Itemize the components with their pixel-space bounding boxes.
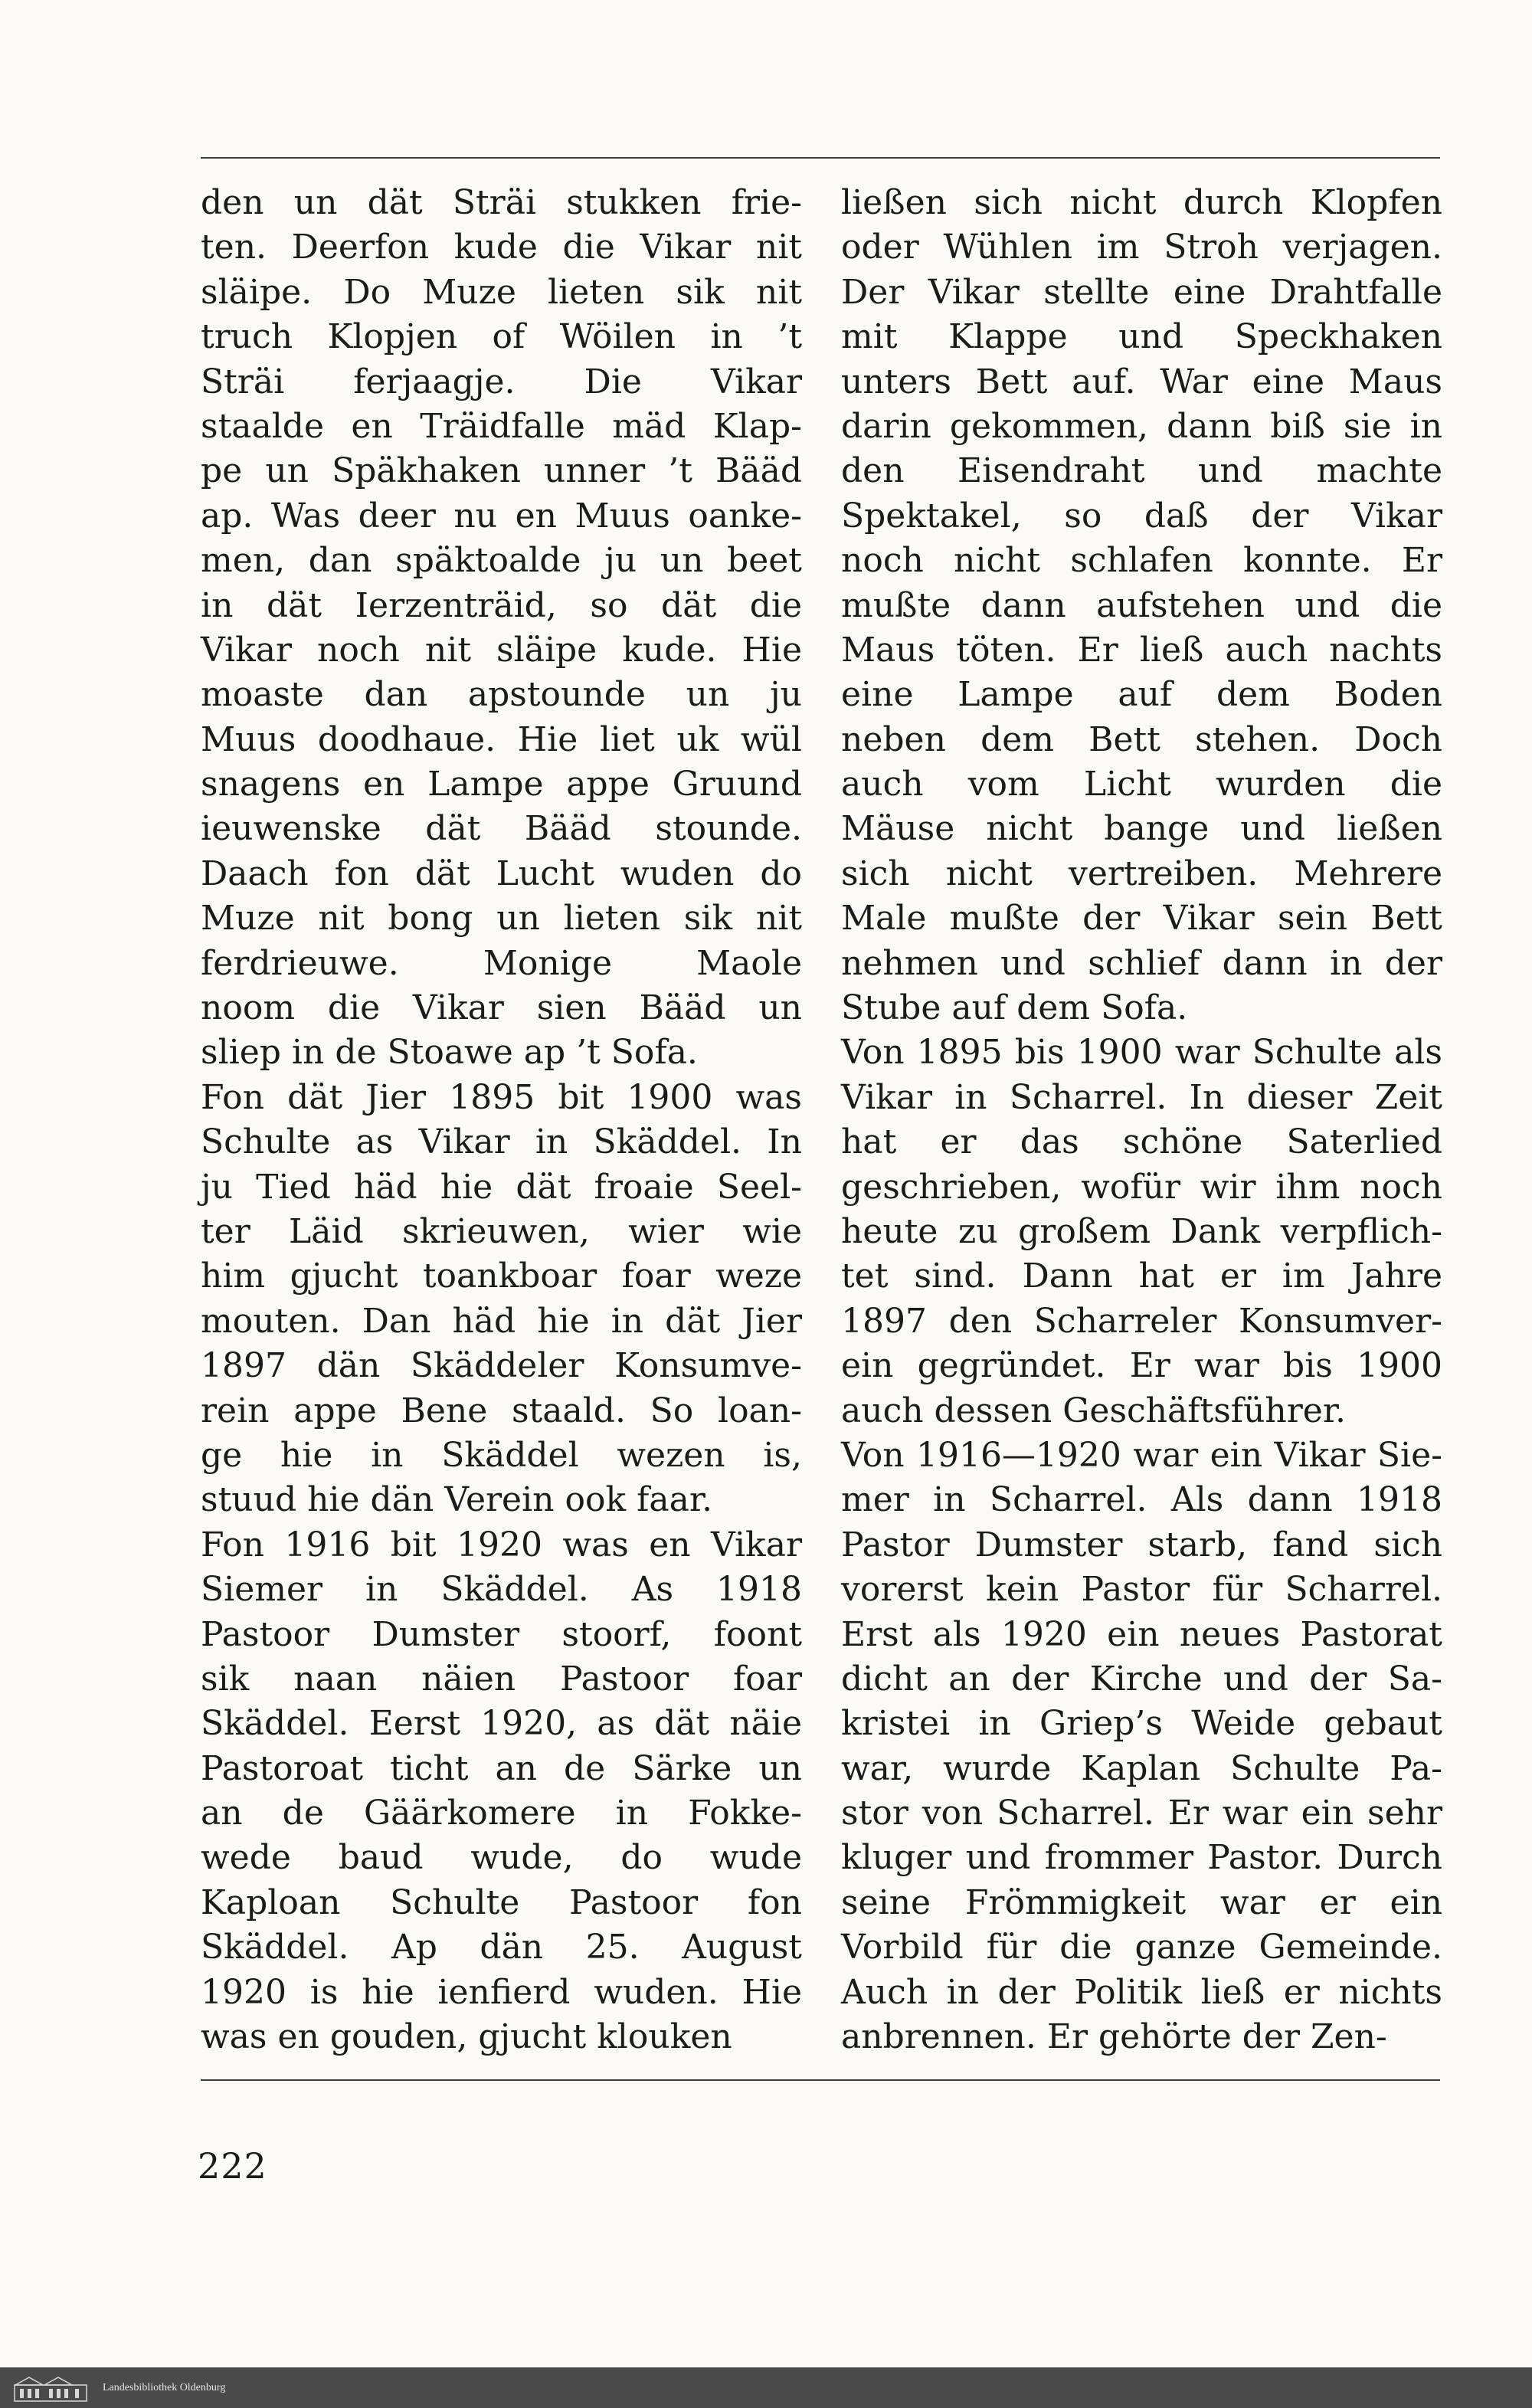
- text-line: sik naan näien Pastoor foar: [201, 1659, 802, 1699]
- text-line: kristei in Griep’s Weide gebaut: [841, 1704, 1442, 1744]
- footer-bar: [0, 2367, 1532, 2408]
- text-line: ju Tied häd hie dät froaie Seel-: [201, 1167, 802, 1207]
- text-line: 1897 dän Skäddeler Konsumve-: [201, 1346, 802, 1386]
- text-line: ter Läid skrieuwen, wier wie: [201, 1211, 802, 1251]
- text-line: snagens en Lampe appe Gruund: [201, 765, 802, 804]
- text-line: Von 1895 bis 1900 war Schulte als: [841, 1033, 1442, 1073]
- text-line: noom die Vikar sien Bääd un: [201, 988, 802, 1028]
- text-line: ap. Was deer nu en Muus oanke-: [201, 496, 802, 536]
- text-line: nehmen und schlief dann in der: [841, 943, 1442, 983]
- text-line: sich nicht vertreiben. Mehrere: [841, 853, 1442, 893]
- text-line: noch nicht schlafen konnte. Er: [841, 541, 1442, 581]
- text-line: ferdrieuwe. Monige Maole: [201, 943, 802, 983]
- text-line: auch vom Licht wurden die: [841, 765, 1442, 804]
- text-line: Vorbild für die ganze Gemeinde.: [841, 1928, 1442, 1967]
- text-line: wede baud wude, do wude: [201, 1838, 802, 1878]
- text-line: Von 1916—1920 war ein Vikar Sie-: [841, 1435, 1442, 1475]
- text-line: Male mußte der Vikar sein Bett: [841, 899, 1442, 939]
- text-line: pe un Späkhaken unner ’t Bääd: [201, 451, 802, 491]
- text-line: Skäddel. Ap dän 25. August: [201, 1928, 802, 1967]
- text-line: ein gegründet. Er war bis 1900: [841, 1346, 1442, 1386]
- text-line: hat er das schöne Saterlied: [841, 1122, 1442, 1162]
- text-line: mer in Scharrel. Als dann 1918: [841, 1480, 1442, 1520]
- text-line: Daach fon dät Lucht wuden do: [201, 853, 802, 893]
- text-line: 1897 den Scharreler Konsumver-: [841, 1301, 1442, 1341]
- text-line: Muze nit bong un lieten sik nit: [201, 899, 802, 939]
- text-line: auch dessen Geschäftsführer.: [841, 1391, 1347, 1430]
- text-line: ge hie in Skäddel wezen is,: [201, 1435, 802, 1475]
- text-line: mouten. Dan häd hie in dät Jier: [201, 1301, 802, 1341]
- text-line: men, dan späktoalde ju un beet: [201, 541, 802, 581]
- text-line: den Eisendraht und machte: [841, 451, 1442, 491]
- text-line: Auch in der Politik ließ er nichts: [841, 1972, 1442, 2012]
- text-line: staalde en Träidfalle mäd Klap-: [201, 406, 802, 446]
- text-line: mit Klappe und Speckhaken: [841, 317, 1442, 357]
- text-line: Schulte as Vikar in Skäddel. In: [201, 1122, 802, 1162]
- top-rule: [201, 157, 1440, 159]
- text-line: Spektakel, so daß der Vikar: [841, 496, 1442, 536]
- page-number: 222: [198, 2145, 267, 2187]
- text-line: unters Bett auf. War eine Maus: [841, 362, 1442, 401]
- bottom-rule: [201, 2079, 1440, 2081]
- text-line: 1920 is hie ienfierd wuden. Hie: [201, 1972, 802, 2012]
- text-line: släipe. Do Muze lieten sik nit: [201, 272, 802, 312]
- text-line: stor von Scharrel. Er war ein sehr: [841, 1794, 1442, 1833]
- text-line: was en gouden, gjucht klouken: [201, 2017, 732, 2057]
- text-line: moaste dan apstounde un ju: [201, 675, 802, 715]
- text-line: in dät Ierzenträid, so dät die: [201, 585, 802, 625]
- text-line: kluger und frommer Pastor. Durch: [841, 1838, 1442, 1878]
- text-line: Der Vikar stellte eine Drahtfalle: [841, 272, 1442, 312]
- text-line: heute zu großem Dank verpflich-: [841, 1211, 1442, 1251]
- text-line: Muus doodhaue. Hie liet uk wül: [201, 719, 802, 759]
- text-line: Stube auf dem Sofa.: [841, 988, 1188, 1028]
- text-line: ten. Deerfon kude die Vikar nit: [201, 228, 802, 267]
- text-line: war, wurde Kaplan Schulte Pa-: [841, 1748, 1442, 1788]
- text-line: mußte dann aufstehen und die: [841, 585, 1442, 625]
- text-line: anbrennen. Er gehörte der Zen-: [841, 2017, 1387, 2057]
- text-line: Skäddel. Eerst 1920, as dät näie: [201, 1704, 802, 1744]
- left-column-frisian: [201, 181, 802, 2059]
- text-line: ieuwenske dät Bääd stounde.: [201, 809, 802, 849]
- text-line: den un dät Sträi stukken frie-: [201, 183, 802, 222]
- text-line: Erst als 1920 ein neues Pastorat: [841, 1614, 1442, 1654]
- text-line: neben dem Bett stehen. Doch: [841, 719, 1442, 759]
- text-line: sliep in de Stoawe ap ’t Sofa.: [201, 1033, 698, 1073]
- text-line: rein appe Bene staald. So loan-: [201, 1391, 802, 1430]
- text-line: Pastoroat ticht an de Särke un: [201, 1748, 802, 1788]
- text-line: Vikar noch nit släipe kude. Hie: [201, 630, 802, 670]
- text-line: truch Klopjen of Wöilen in ’t: [201, 317, 802, 357]
- text-line: Pastoor Dumster stoorf, foont: [201, 1614, 802, 1654]
- text-line: Sträi ferjaagje. Die Vikar: [201, 362, 802, 401]
- text-line: Kaploan Schulte Pastoor fon: [201, 1882, 802, 1922]
- text-line: tet sind. Dann hat er im Jahre: [841, 1256, 1442, 1296]
- text-line: Pastor Dumster starb, fand sich: [841, 1525, 1442, 1564]
- text-line: stuud hie dän Verein ook faar.: [201, 1480, 713, 1520]
- text-line: eine Lampe auf dem Boden: [841, 675, 1442, 715]
- library-building-icon: [14, 2374, 87, 2402]
- text-line: Siemer in Skäddel. As 1918: [201, 1570, 802, 1610]
- text-line: Maus töten. Er ließ auch nachts: [841, 630, 1442, 670]
- text-line: dicht an der Kirche und der Sa-: [841, 1659, 1442, 1699]
- text-line: oder Wühlen im Stroh verjagen.: [841, 228, 1442, 267]
- text-line: Mäuse nicht bange und ließen: [841, 809, 1442, 849]
- text-line: him gjucht toankboar foar weze: [201, 1256, 802, 1296]
- right-column-german: [841, 181, 1442, 2059]
- text-line: Fon 1916 bit 1920 was en Vikar: [201, 1525, 802, 1564]
- text-line: vorerst kein Pastor für Scharrel.: [841, 1570, 1442, 1610]
- text-line: Fon dät Jier 1895 bit 1900 was: [201, 1077, 802, 1117]
- text-line: an de Gäärkomere in Fokke-: [201, 1794, 802, 1833]
- text-line: Vikar in Scharrel. In dieser Zeit: [841, 1077, 1442, 1117]
- text-line: darin gekommen, dann biß sie in: [841, 406, 1442, 446]
- footer-library-name: Landesbibliothek Oldenburg: [103, 2381, 226, 2393]
- text-line: seine Frömmigkeit war er ein: [841, 1882, 1442, 1922]
- text-line: geschrieben, wofür wir ihm noch: [841, 1167, 1442, 1207]
- text-line: ließen sich nicht durch Klopfen: [841, 183, 1442, 222]
